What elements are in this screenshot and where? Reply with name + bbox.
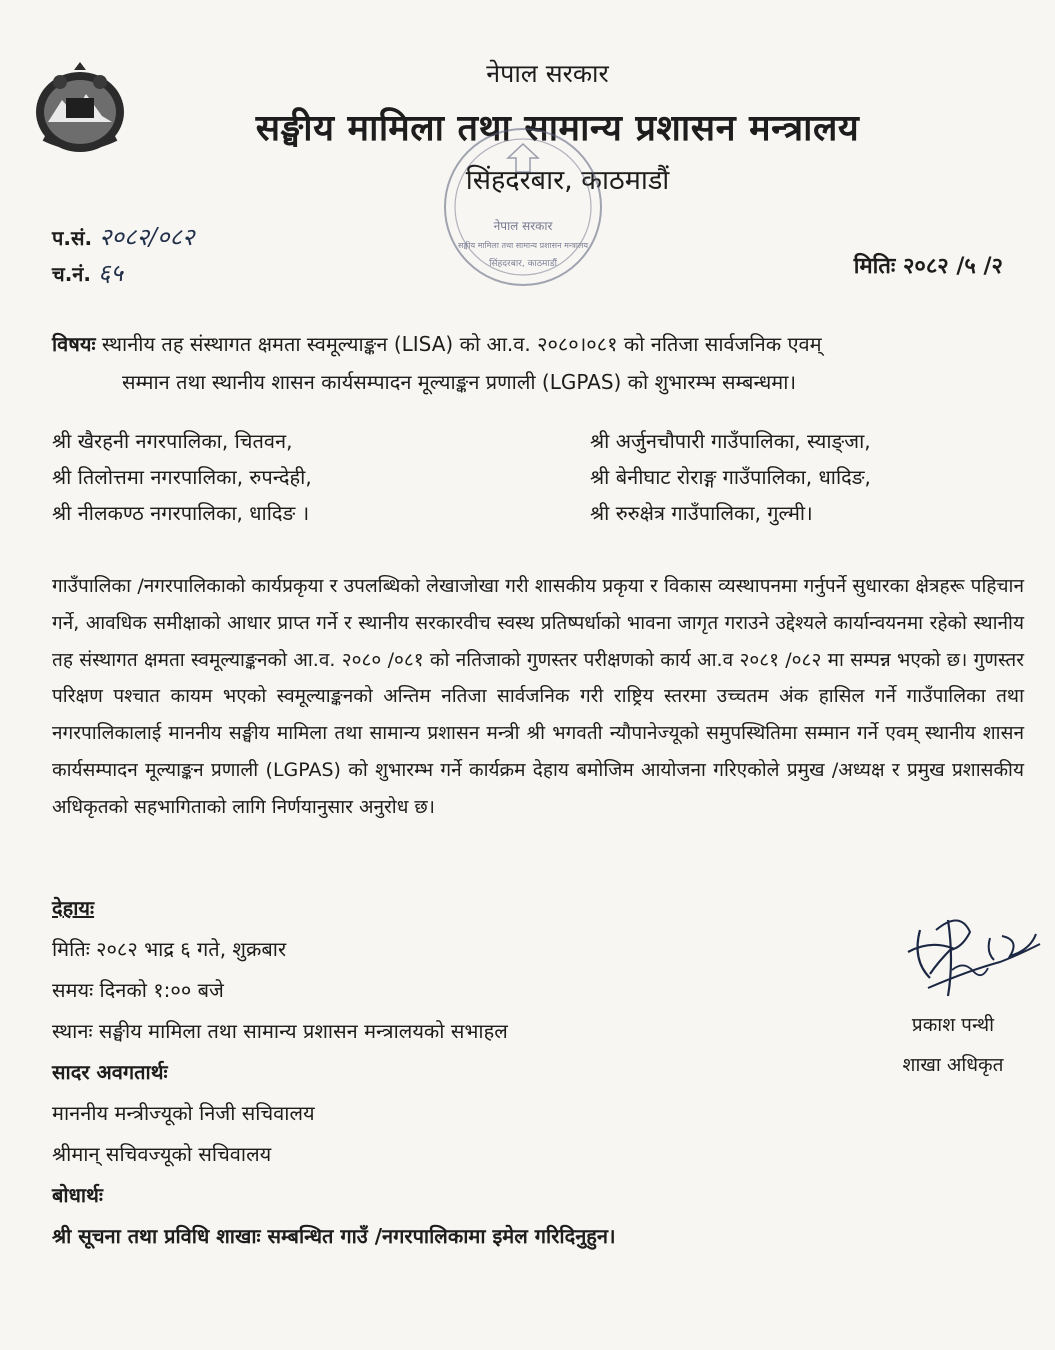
cc-item: श्रीमान् सचिवज्यूको सचिवालय [52, 1142, 272, 1166]
svg-text:सङ्घीय मामिला तथा सामान्य प्रश: सङ्घीय मामिला तथा सामान्य प्रशासन मन्त्रालय [457, 241, 589, 250]
svg-text:नेपाल सरकार: नेपाल सरकार [493, 219, 553, 233]
letter-date: मितिः २०८२ /५ /२ [853, 254, 1003, 279]
subject-line-2: सम्मान तथा स्थानीय शासन कार्यसम्पादन मूल्याङ्कन प्रणाली (LGPAS) को शुभारम्भ सम्बन्धमा। [122, 370, 797, 394]
event-date: मितिः २०८२ भाद्र ६ गते, शुक्रबार [52, 937, 287, 961]
recipient-item: श्री बेनीघाट रोराङ्ग गाउँपालिका, धादिङ, [590, 465, 871, 489]
office-seal-stamp [438, 122, 608, 292]
recipient-item: श्री नीलकण्ठ नगरपालिका, धादिङ । [52, 501, 310, 525]
ministry-address: सिंहदरबार, काठमाडौं [465, 165, 670, 196]
subject-label: विषयः [52, 332, 96, 356]
signatory [888, 1005, 1018, 1085]
recipient-item: श्री तिलोत्तमा नगरपालिका, रुपन्देही, [52, 465, 312, 489]
cc-item: माननीय मन्त्रीज्यूको निजी सचिवालय [52, 1101, 315, 1125]
info-heading: बोधार्थः [52, 1183, 103, 1207]
recipient-list [52, 428, 1012, 526]
chalani-number [52, 256, 123, 289]
event-time: समयः दिनको १:०० बजे [52, 978, 224, 1002]
recipient-item: श्री अर्जुनचौपारी गाउँपालिका, स्याङ्जा, [590, 429, 871, 453]
event-venue: स्थानः सङ्घीय मामिला तथा सामान्य प्रशासन मन्त्रालयको सभाहल [52, 1019, 508, 1043]
event-details [52, 888, 812, 1257]
recipient-item: श्री रुरुक्षेत्र गाउँपालिका, गुल्मी। [590, 501, 813, 525]
details-heading: देहायः [52, 896, 95, 920]
signatory-name: प्रकाश पन्थी [911, 1014, 995, 1036]
patra-sankhya-value: २०८२/०८२ [99, 223, 195, 251]
ministry-title: सङ्घीय मामिला तथा सामान्य प्रशासन मन्त्रालय [255, 108, 860, 149]
letter-body: गाउँपालिका /नगरपालिकाको कार्यप्रकृया र उपलब्धिको लेखाजोखा गरी शासकीय प्रकृया र विकास व्यस्थापनमा गर्नुपर्ने सुधारका क्षेत्रहरू पहिचान गर्ने, आवधिक समीक्षाको आधार प्राप्त गर्ने र स्थानीय सरकारवीच स्वस्थ प्रतिष्पर्धाको भावना जागृत गराउने उद्देश्यले कार्यान्वयनमा रहेको स्थानीय तह संस्थागत क्षमता स्वमूल्याङ्कनको आ.व. २०८० /०८१ को नतिजाको गुणस्तर परीक्षणको कार्य आ.व २०८१ /०८२ मा सम्पन्न भएको छ। गुणस्तर परिक्षण पश्चात कायम भएको स्वमूल्याङ्कनको अन्तिम नतिजा सार्वजनिक गरी राष्ट्रिय स्तरमा उच्चतम अंक हासिल गर्ने गाउँपालिका तथा नगरपालिकालाई माननीय सङ्घीय मामिला तथा सामान्य प्रशासन मन्त्री श्री भगवती न्यौपानेज्यूको समुपस्थितिमा सम्मान गर्ने एवम् स्थानीय शासन कार्यसम्पादन मूल्याङ्कन प्रणाली (LGPAS) को शुभारम्भ गर्ने कार्यक्रम देहाय बमोजिम आयोजना गरिएकोले प्रमुख /अध्यक्ष र प्रमुख प्रशासकीय अधिकृतको सहभागिताको लागि निर्णयानुसार अनुरोध छ। [52, 575, 1024, 818]
chalani-number-label: च.नं. [52, 262, 91, 286]
signatory-title: शाखा अधिकृत [902, 1054, 1004, 1076]
info-item: श्री सूचना तथा प्रविधि शाखाः सम्बन्धित गाउँ /नगरपालिकामा इमेल गरिदिनुहुन। [52, 1224, 616, 1248]
chalani-number-value: ६५ [97, 259, 123, 287]
subject [52, 325, 1002, 401]
subject-line-1: स्थानीय तह संस्थागत क्षमता स्वमूल्याङ्कन (LISA) को आ.व. २०८०।०८१ को नतिजा सार्वजनिक एवम् [101, 332, 822, 356]
patra-sankhya [52, 220, 195, 253]
svg-text:सिंहदरबार, काठमाडौं: सिंहदरबार, काठमाडौं [489, 259, 557, 269]
cc-heading: सादर अवगतार्थः [52, 1060, 168, 1084]
patra-sankhya-label: प.सं. [52, 226, 93, 250]
handwritten-signature [890, 900, 1050, 1010]
recipient-item: श्री खैरहनी नगरपालिका, चितवन, [52, 429, 293, 453]
government-title: नेपाल सरकार [486, 59, 609, 88]
